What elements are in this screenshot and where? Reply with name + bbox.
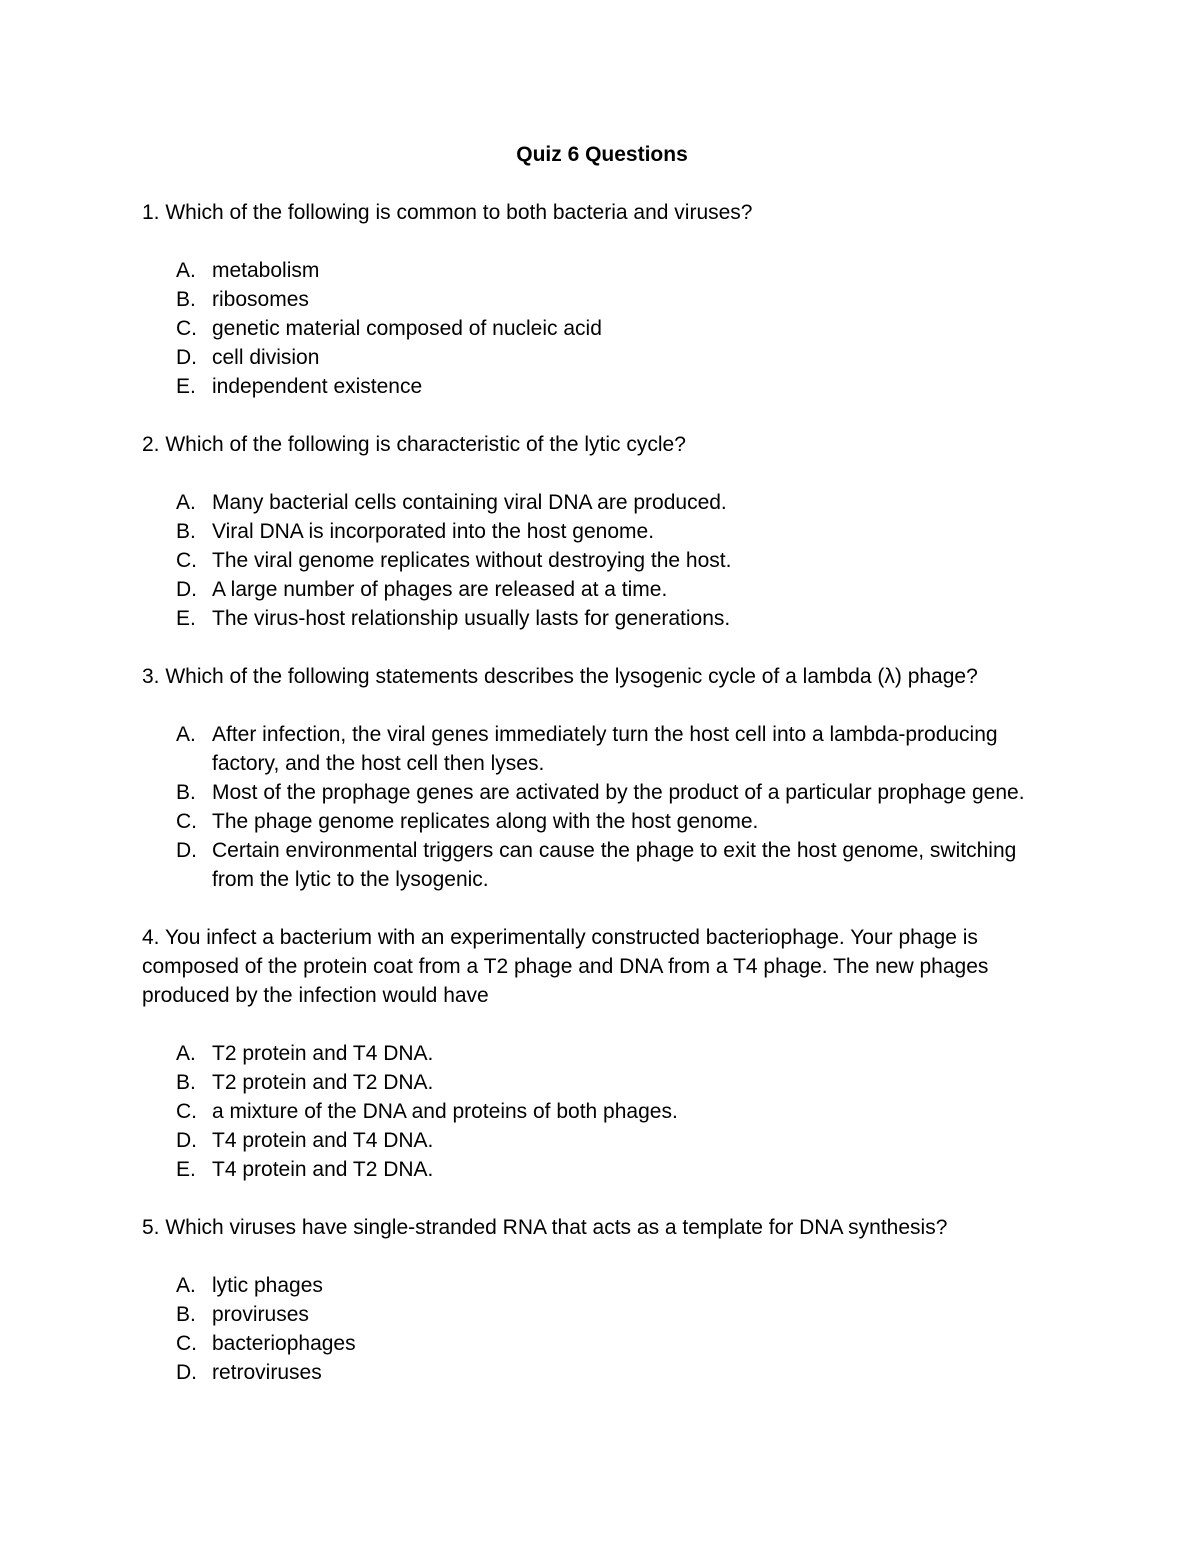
option-text: Most of the prophage genes are activated by the product of a particular prophage gene. [212, 781, 1025, 804]
answer-option [142, 1097, 1062, 1126]
answer-option [142, 575, 1062, 604]
option-letter: B. [176, 1071, 196, 1094]
question-list [142, 198, 1062, 1387]
option-text: metabolism [212, 259, 320, 282]
question-4 [142, 923, 1062, 1184]
option-letter: C. [176, 317, 197, 340]
question-3 [142, 662, 1062, 894]
answer-option [142, 807, 1062, 836]
document-page [142, 140, 1062, 1416]
option-text: ribosomes [212, 288, 309, 311]
answer-option [142, 1300, 1062, 1329]
answer-option [142, 1271, 1062, 1300]
option-letter: C. [176, 549, 197, 572]
option-letter: E. [176, 607, 196, 630]
answer-option [142, 778, 1062, 807]
question-stem: 1. Which of the following is common to both bacteria and viruses? [142, 201, 753, 224]
answer-option [142, 546, 1062, 575]
option-text: The phage genome replicates along with the host genome. [212, 810, 759, 833]
question-stem: 4. You infect a bacterium with an experimentally constructed bacteriophage. Your phage is composed of the protein coat from a T2 phage and DNA from a T4 phage. The new phages produced by the infection would have [142, 926, 989, 1007]
option-letter: D. [176, 578, 197, 601]
option-text: The viral genome replicates without destroying the host. [212, 549, 732, 572]
answer-option [142, 720, 1062, 778]
answer-options [142, 488, 1062, 633]
option-letter: A. [176, 1042, 196, 1065]
option-letter: B. [176, 520, 196, 543]
option-letter: A. [176, 491, 196, 514]
answer-options [142, 256, 1062, 401]
option-text: proviruses [212, 1303, 309, 1326]
answer-option [142, 314, 1062, 343]
answer-options [142, 720, 1062, 894]
answer-option [142, 1126, 1062, 1155]
option-text: genetic material composed of nucleic acid [212, 317, 602, 340]
option-text: T4 protein and T4 DNA. [212, 1129, 434, 1152]
option-text: The virus-host relationship usually lasts for generations. [212, 607, 731, 630]
option-letter: D. [176, 1129, 197, 1152]
option-text: independent existence [212, 375, 423, 398]
option-letter: C. [176, 1332, 197, 1355]
answer-option [142, 517, 1062, 546]
option-letter: B. [176, 1303, 196, 1326]
option-text: cell division [212, 346, 320, 369]
answer-option [142, 1068, 1062, 1097]
option-text: Many bacterial cells containing viral DNA are produced. [212, 491, 727, 514]
answer-option [142, 1329, 1062, 1358]
answer-option [142, 1358, 1062, 1387]
option-text: Certain environmental triggers can cause the phage to exit the host genome, switching from the lytic to the lysogenic. [212, 839, 1017, 891]
question-2 [142, 430, 1062, 633]
answer-option [142, 256, 1062, 285]
answer-options [142, 1271, 1062, 1387]
option-letter: A. [176, 259, 196, 282]
document-title: Quiz 6 Questions [516, 143, 688, 166]
option-letter: D. [176, 1361, 197, 1384]
option-text: lytic phages [212, 1274, 323, 1297]
question-stem: 3. Which of the following statements describes the lysogenic cycle of a lambda (λ) phage? [142, 665, 978, 688]
option-letter: D. [176, 346, 197, 369]
answer-option [142, 488, 1062, 517]
option-text: bacteriophages [212, 1332, 356, 1355]
option-text: T2 protein and T2 DNA. [212, 1071, 434, 1094]
option-letter: A. [176, 1274, 196, 1297]
option-text: A large number of phages are released at a time. [212, 578, 668, 601]
option-letter: A. [176, 723, 196, 746]
option-letter: B. [176, 288, 196, 311]
answer-options [142, 1039, 1062, 1184]
option-letter: C. [176, 810, 197, 833]
answer-option [142, 343, 1062, 372]
option-letter: E. [176, 375, 196, 398]
question-5 [142, 1213, 1062, 1387]
option-text: Viral DNA is incorporated into the host genome. [212, 520, 655, 543]
option-text: T4 protein and T2 DNA. [212, 1158, 434, 1181]
answer-option [142, 1039, 1062, 1068]
option-letter: D. [176, 839, 197, 862]
option-letter: E. [176, 1158, 196, 1181]
answer-option [142, 1155, 1062, 1184]
option-text: T2 protein and T4 DNA. [212, 1042, 434, 1065]
option-text: a mixture of the DNA and proteins of both phages. [212, 1100, 678, 1123]
answer-option [142, 836, 1062, 894]
option-letter: C. [176, 1100, 197, 1123]
question-stem: 5. Which viruses have single-stranded RNA that acts as a template for DNA synthesis? [142, 1216, 948, 1239]
answer-option [142, 604, 1062, 633]
question-1 [142, 198, 1062, 401]
answer-option [142, 285, 1062, 314]
answer-option [142, 372, 1062, 401]
question-stem: 2. Which of the following is characteristic of the lytic cycle? [142, 433, 686, 456]
option-text: After infection, the viral genes immediately turn the host cell into a lambda-producing factory, and the host cell then lyses. [212, 723, 998, 775]
option-letter: B. [176, 781, 196, 804]
option-text: retroviruses [212, 1361, 322, 1384]
